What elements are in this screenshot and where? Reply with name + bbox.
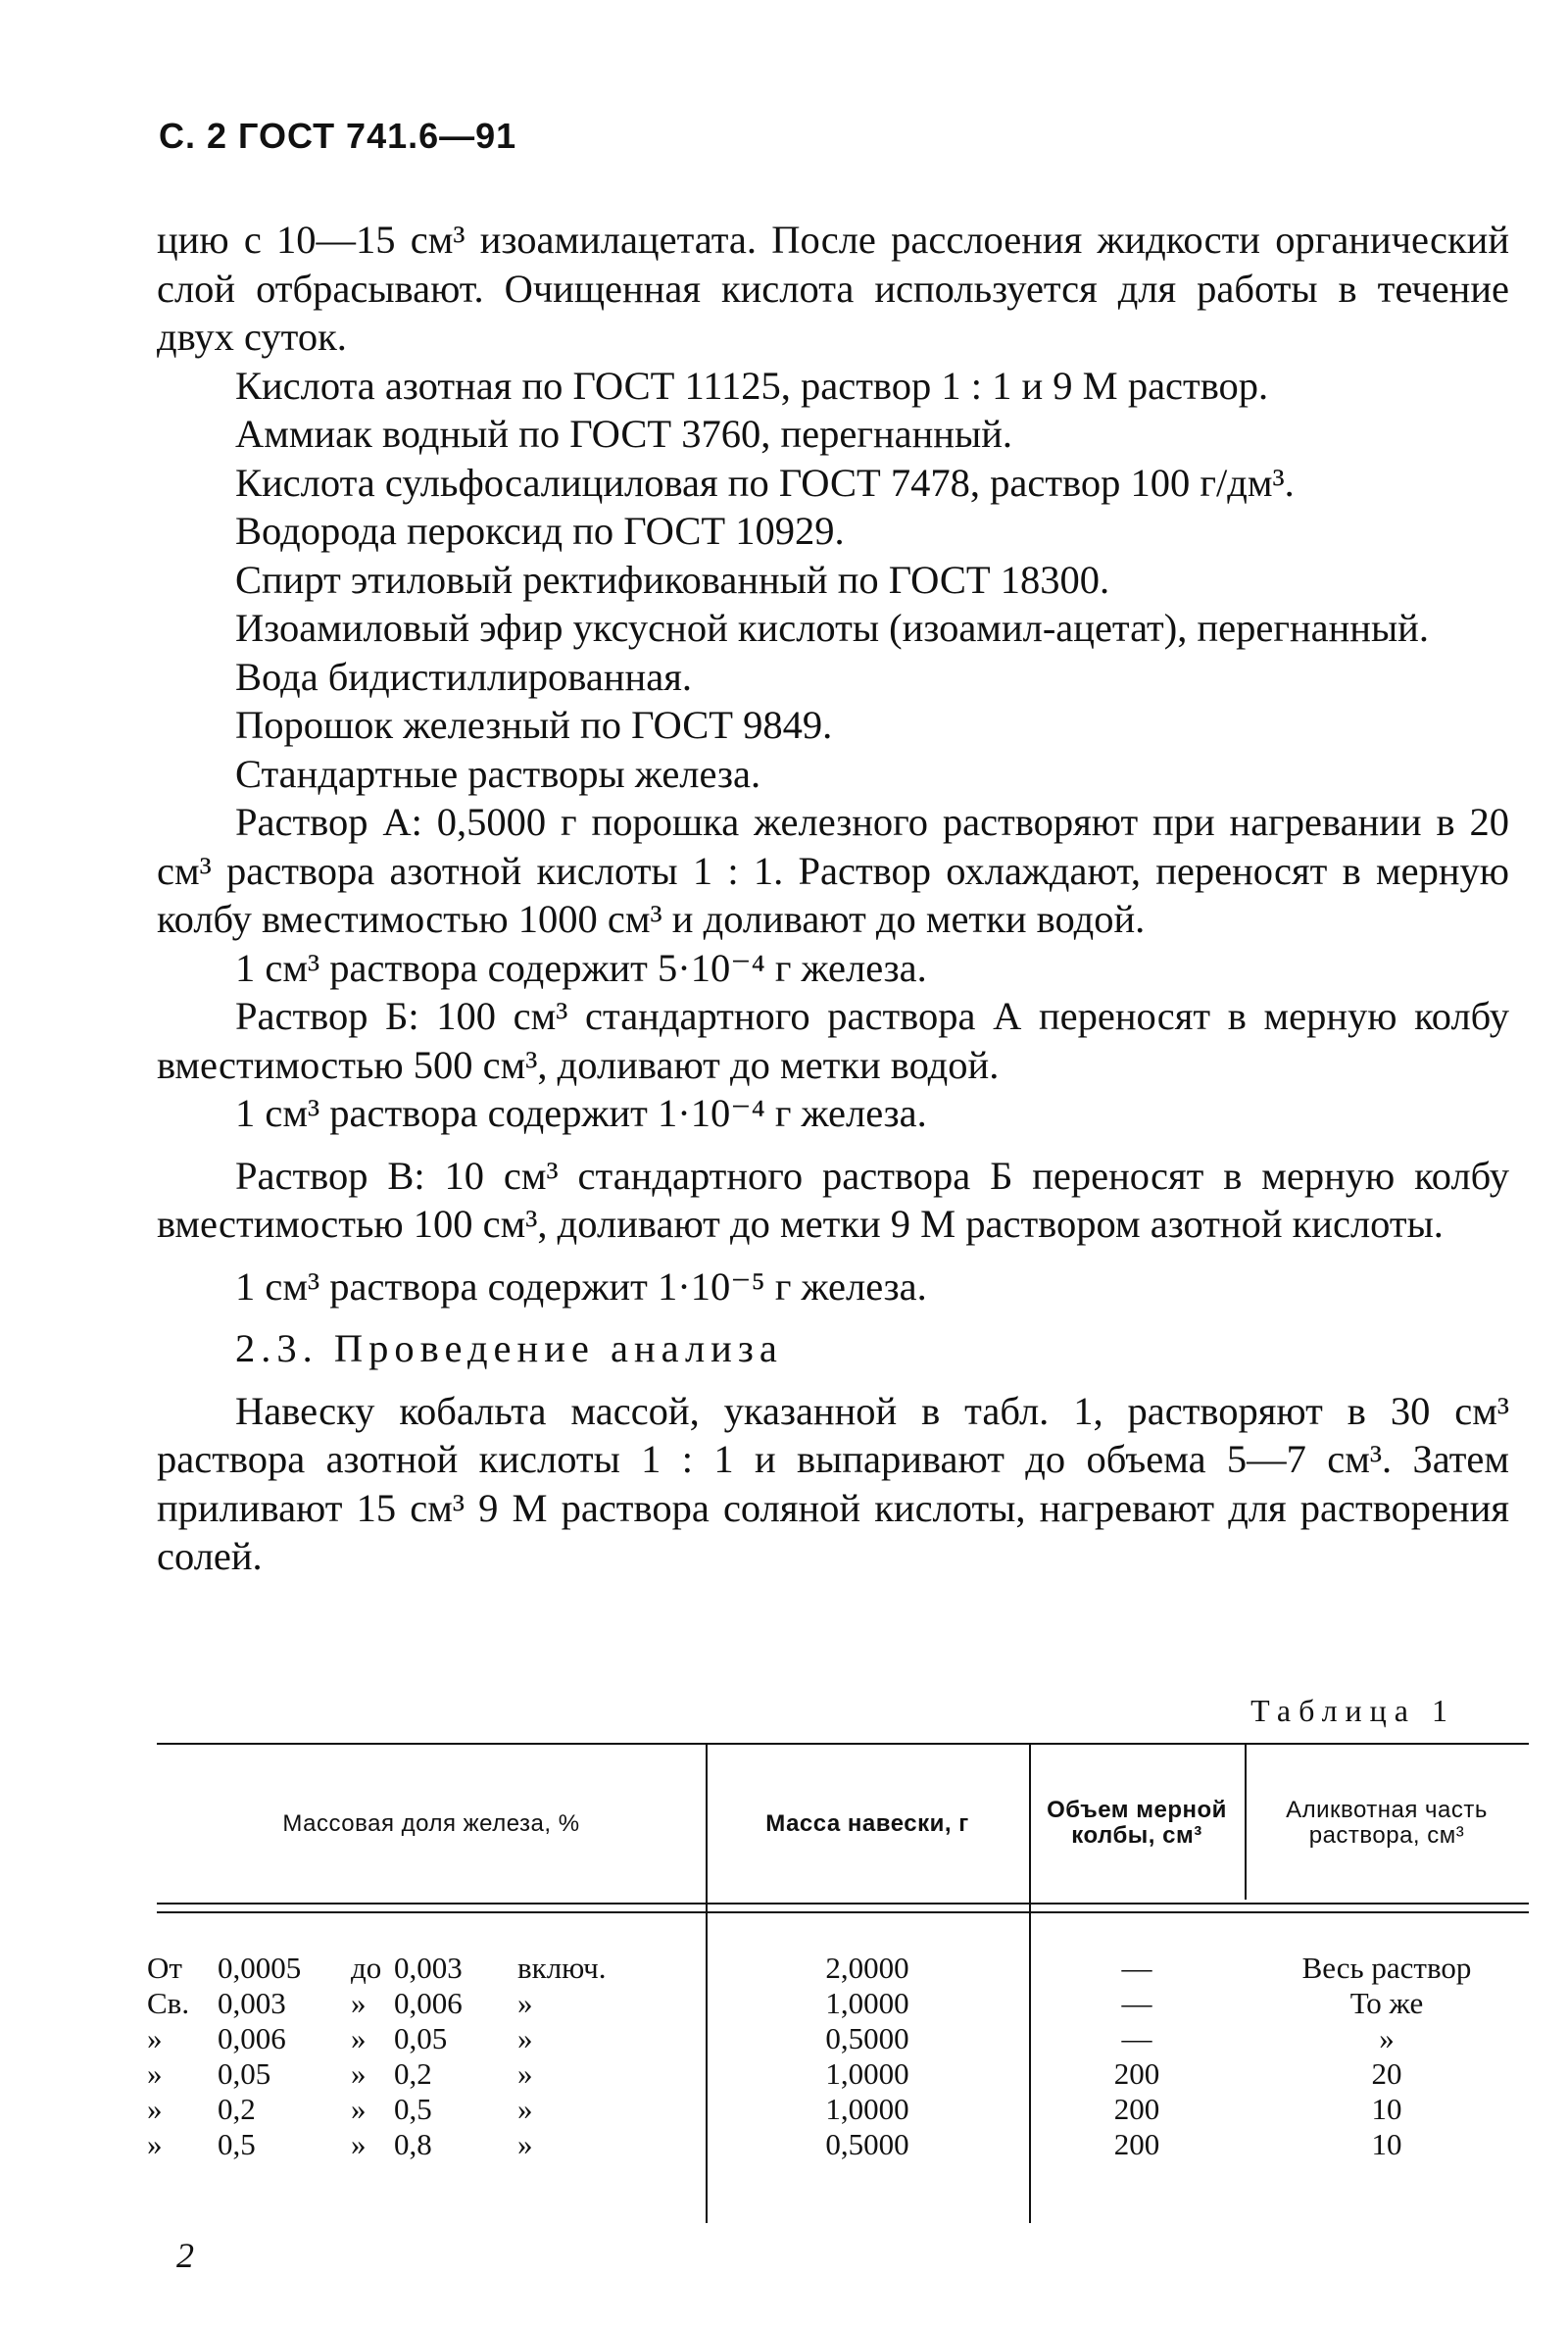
page-number: 2: [176, 2236, 194, 2275]
row-range-connector: »: [351, 2092, 367, 2126]
row-flask-volume: 200: [1113, 2127, 1160, 2161]
paragraph-solution-v: Раствор В: 10 см³ стандартного раствора Б переносят в мерную колбу вместимостью 100 см³, доливают до метки 9 М раствором азотной кислоты.: [157, 1153, 1509, 1246]
body-text: [157, 216, 1509, 1581]
row-sample-mass: 1,0000: [825, 2056, 909, 2091]
row-aliquot: »: [1379, 2021, 1395, 2055]
row-range-from: 0,003: [218, 1986, 286, 2020]
paragraph-ammonia: Аммиак водный по ГОСТ 3760, перегнанный.: [235, 412, 1012, 456]
row-range-to: 0,5: [394, 2092, 432, 2126]
row-flask-volume: —: [1121, 1951, 1152, 1985]
paragraph-continuation: цию с 10—15 см³ изоамилацетата. После расслоения жидкости органический слой отбрасывают. Очищенная кислота используется для работы в течение двух суток.: [157, 218, 1509, 359]
row-prefix: »: [147, 2092, 163, 2126]
table-row: [147, 2127, 1529, 2162]
row-range-connector: до: [351, 1951, 382, 1985]
section-heading: 2.3. Проведение анализа: [235, 1326, 783, 1370]
row-suffix: включ.: [517, 1951, 607, 1985]
row-sample-mass: 0,5000: [825, 2127, 909, 2161]
paragraph-solution-b-content: 1 см³ раствора содержит 1·10⁻⁴ г железа.: [235, 1091, 927, 1135]
row-range-connector: »: [351, 2127, 367, 2161]
paragraph-solution-v-content: 1 см³ раствора содержит 1·10⁻⁵ г железа.: [235, 1263, 927, 1309]
paragraph-sulfosalicylic-acid: Кислота сульфосалициловая по ГОСТ 7478, раствор 100 г/дм³.: [235, 460, 1295, 505]
row-aliquot: 10: [1371, 2092, 1402, 2126]
row-flask-volume: —: [1121, 2021, 1152, 2055]
table-top-rule: [157, 1743, 1529, 1745]
row-range-to: 0,05: [394, 2021, 448, 2055]
row-suffix: »: [517, 2056, 533, 2091]
header-sample-mass: Масса навески, г: [765, 1810, 969, 1837]
paragraph-nitric-acid: Кислота азотная по ГОСТ 11125, раствор 1 : 1 и 9 М раствор.: [235, 363, 1269, 408]
row-range-from: 0,05: [218, 2056, 271, 2091]
row-prefix: »: [147, 2021, 163, 2055]
row-range-connector: »: [351, 1986, 367, 2020]
row-range-from: 0,2: [218, 2092, 256, 2126]
row-prefix: Св.: [147, 1986, 190, 2020]
data-table: [147, 1743, 1529, 2233]
row-sample-mass: 1,0000: [825, 2092, 909, 2126]
row-prefix: »: [147, 2056, 163, 2091]
row-range-to: 0,2: [394, 2056, 432, 2091]
row-range-connector: »: [351, 2056, 367, 2091]
paragraph-solution-b: Раствор Б: 100 см³ стандартного раствора А переносят в мерную колбу вместимостью 500 см³, доливают до метки водой.: [157, 994, 1509, 1087]
page-header: С. 2 ГОСТ 741.6—91: [159, 116, 517, 156]
paragraph-analysis: Навеску кобальта массой, указанной в табл. 1, растворяют в 30 см³ раствора азотной кислоты 1 : 1 и выпаривают до объема 5—7 см³. Затем приливают 15 см³ 9 М раствора соляной кислоты, нагревают для растворения солей.: [157, 1388, 1509, 1578]
row-range-to: 0,003: [394, 1951, 463, 1985]
row-flask-volume: 200: [1113, 2056, 1160, 2091]
row-range-to: 0,8: [394, 2127, 432, 2161]
row-sample-mass: 1,0000: [825, 1986, 909, 2020]
paragraph-isoamyl-ester: Изоамиловый эфир уксусной кислоты (изоамил-ацетат), перегнанный.: [235, 606, 1429, 650]
row-suffix: »: [517, 2127, 533, 2161]
paragraph-solution-a-content: 1 см³ раствора содержит 5·10⁻⁴ г железа.: [235, 945, 927, 990]
table-row: [147, 2056, 1529, 2092]
header-aliquot: Аликвотная часть раствора, см³: [1286, 1797, 1488, 1849]
header-iron-mass-fraction: Массовая доля железа, %: [282, 1810, 580, 1837]
row-aliquot: Весь раствор: [1301, 1951, 1472, 1985]
table-row: [147, 1951, 1529, 1986]
paragraph-hydrogen-peroxide: Водорода пероксид по ГОСТ 10929.: [235, 509, 845, 553]
header-flask-volume: Объем мерной колбы, см³: [1047, 1797, 1227, 1849]
row-suffix: »: [517, 2092, 533, 2126]
table-row: [147, 2021, 1529, 2056]
table-caption: Таблица 1: [1250, 1693, 1455, 1728]
row-flask-volume: —: [1121, 1986, 1152, 2020]
table-column-divider: [1245, 1743, 1247, 1900]
table-header-rule: [157, 1903, 1529, 1905]
row-aliquot: 10: [1371, 2127, 1402, 2161]
paragraph-ethyl-alcohol: Спирт этиловый ректификованный по ГОСТ 18300.: [235, 557, 1110, 602]
paragraph-water: Вода бидистиллированная.: [235, 654, 692, 699]
paragraph-standard-solutions: Стандартные растворы железа.: [235, 751, 761, 796]
row-suffix: »: [517, 2021, 533, 2055]
table-row: [147, 2092, 1529, 2127]
table-row: [147, 1986, 1529, 2021]
row-prefix: От: [147, 1951, 182, 1985]
row-range-to: 0,006: [394, 1986, 463, 2020]
row-range-from: 0,5: [218, 2127, 256, 2161]
row-flask-volume: 200: [1113, 2092, 1160, 2126]
row-aliquot: То же: [1349, 1986, 1424, 2020]
row-range-connector: »: [351, 2021, 367, 2055]
row-sample-mass: 2,0000: [825, 1951, 909, 1985]
row-aliquot: 20: [1371, 2056, 1402, 2091]
paragraph-solution-a: Раствор А: 0,5000 г порошка железного растворяют при нагревании в 20 см³ раствора азотной кислоты 1 : 1. Раствор охлаждают, переносят в мерную колбу вместимостью 1000 см³ и доливают до метки водой.: [157, 800, 1509, 941]
row-sample-mass: 0,5000: [825, 2021, 909, 2055]
table-header-rule: [157, 1911, 1529, 1913]
row-suffix: »: [517, 1986, 533, 2020]
row-range-from: 0,0005: [218, 1951, 302, 1985]
paragraph-iron-powder: Порошок железный по ГОСТ 9849.: [235, 703, 833, 747]
row-prefix: »: [147, 2127, 163, 2161]
row-range-from: 0,006: [218, 2021, 286, 2055]
